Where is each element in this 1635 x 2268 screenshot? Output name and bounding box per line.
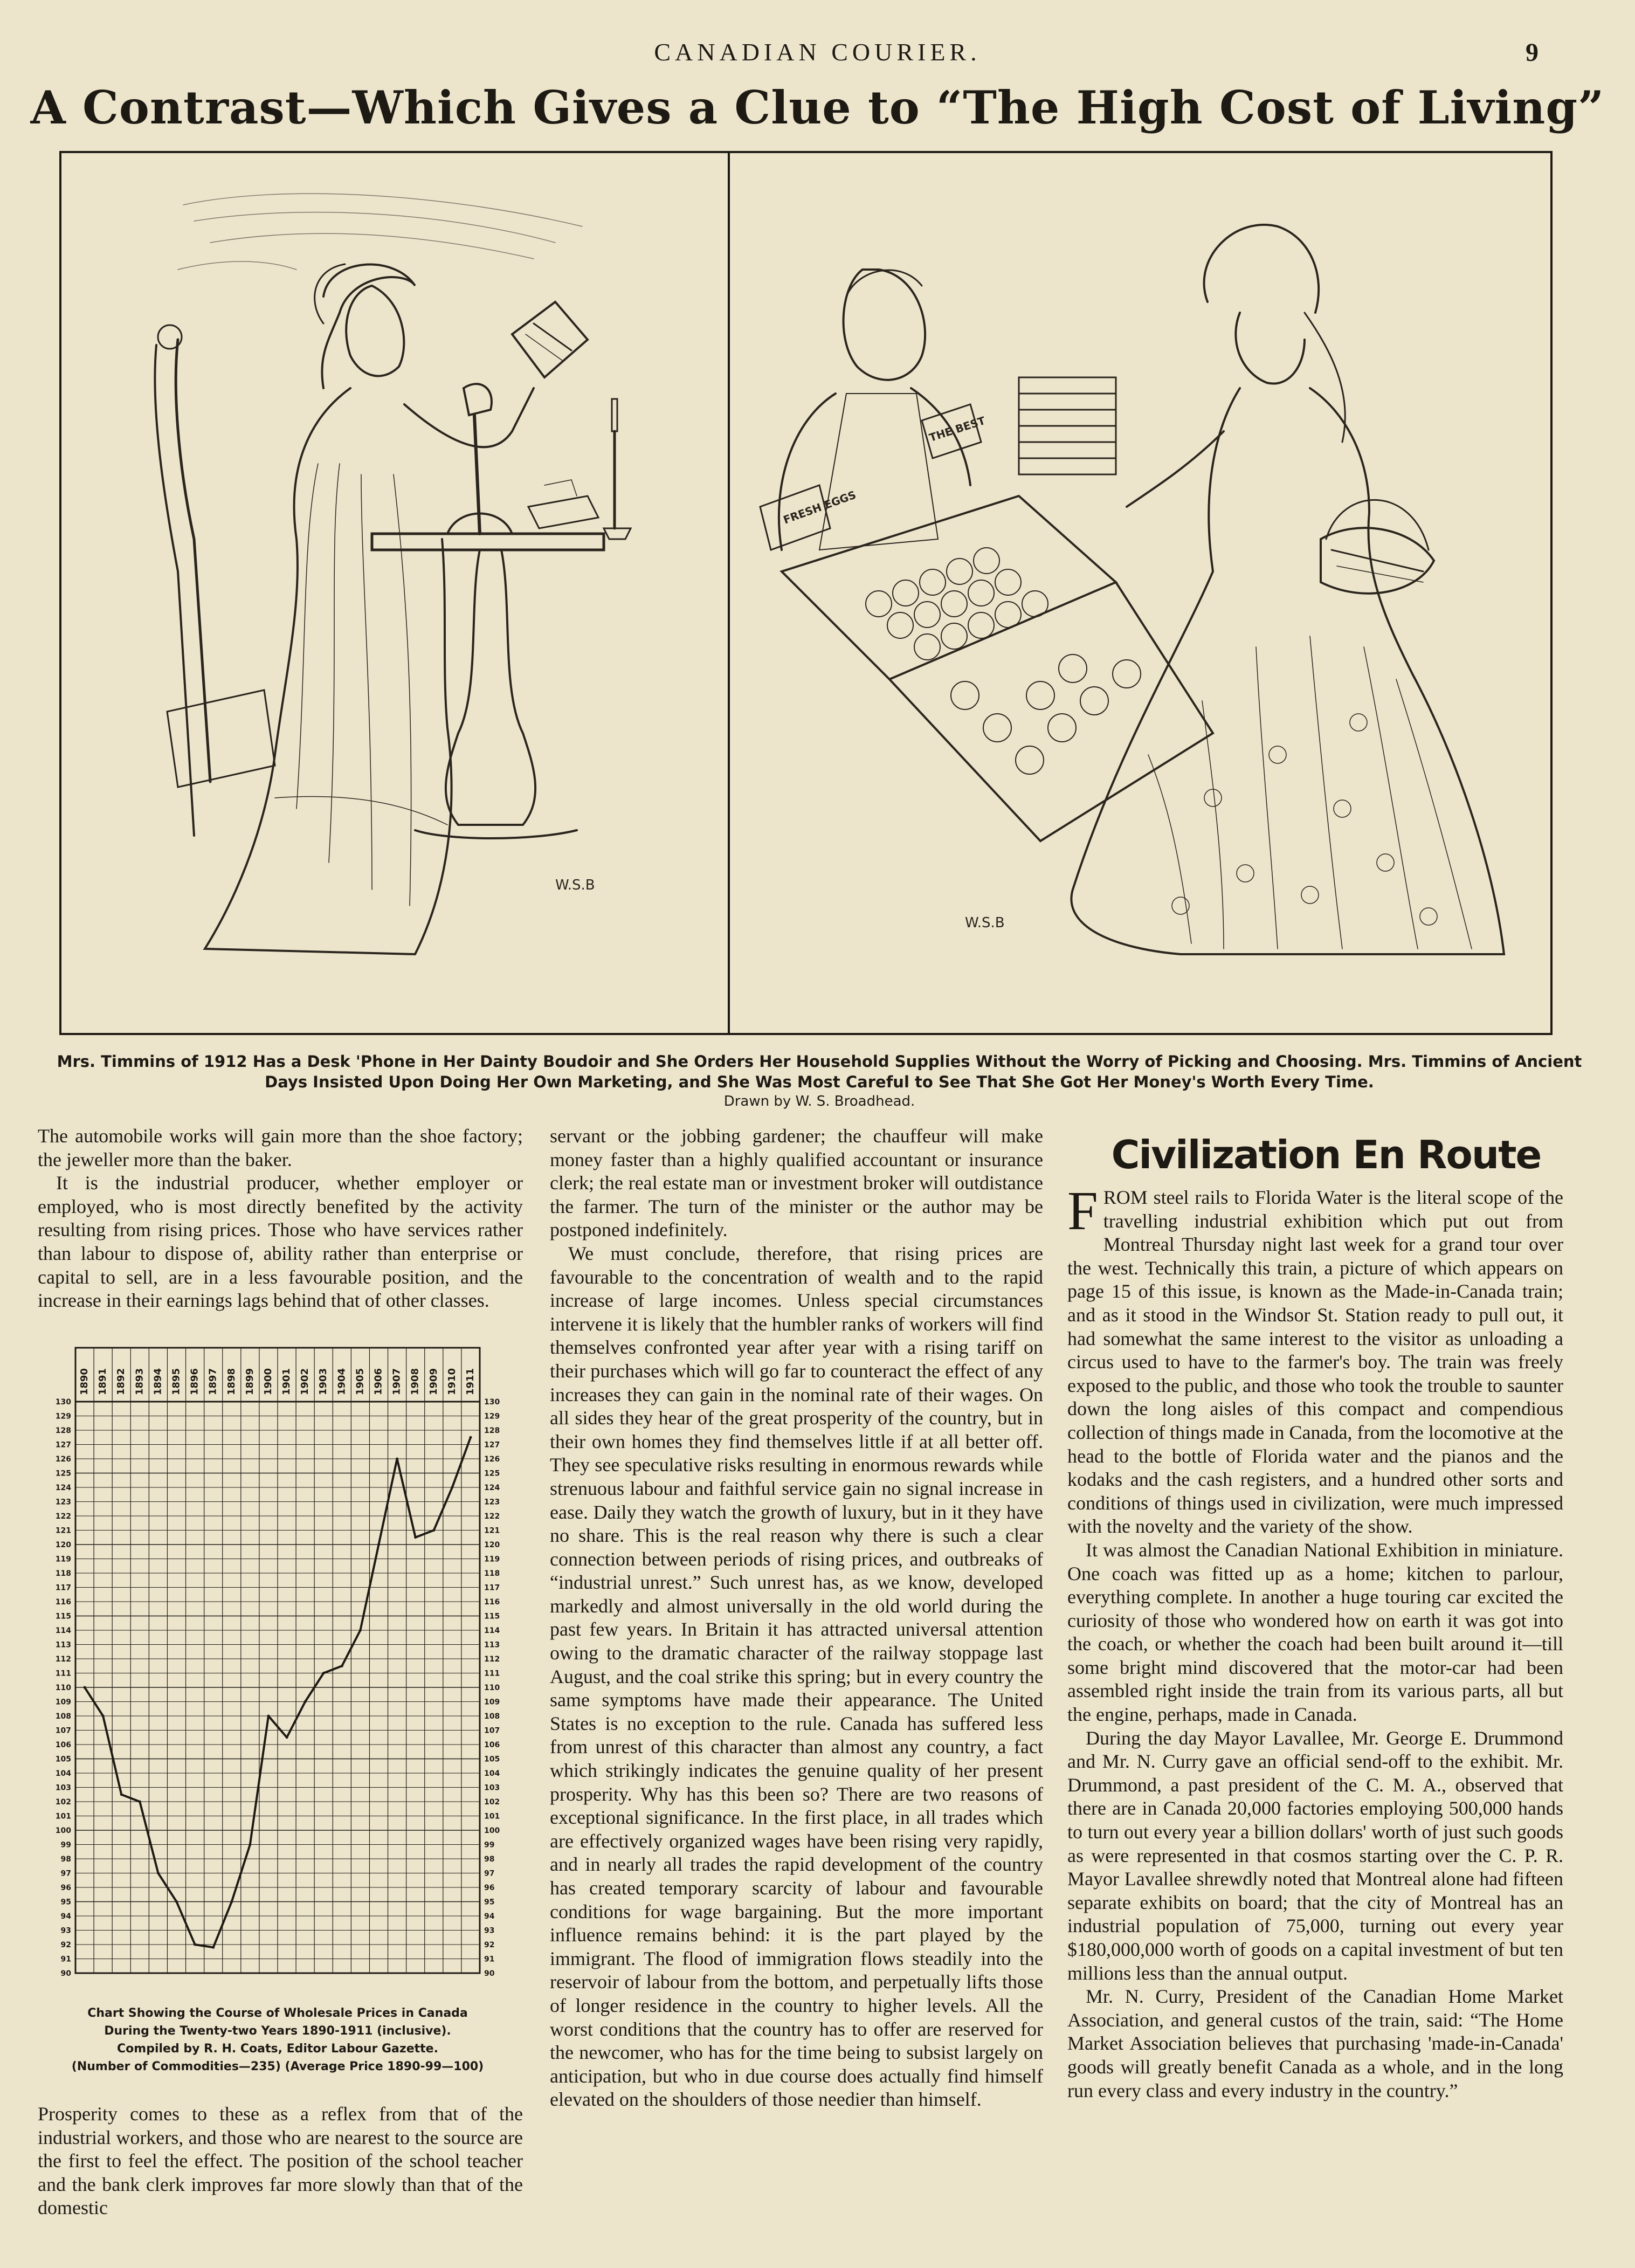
chart-y-tick-label-left: 101 (55, 1812, 71, 1821)
chart-data-point (249, 1843, 251, 1846)
article-title-civilization: Civilization En Route (1111, 1132, 1541, 1177)
chart-y-tick-label-left: 93 (60, 1926, 71, 1935)
dress-pattern (1148, 636, 1472, 949)
chart-y-tick-label-left: 119 (55, 1555, 71, 1564)
chart-y-tick-label-right: 119 (484, 1555, 500, 1564)
chart-data-point (304, 1700, 307, 1703)
paragraph: During the day Mayor Lavallee, Mr. George E. Drummond and Mr. N. Curry gave an official send-off to the exhibit. Mr. Drummond, a past president of the C. M. A., observed that there are in Canada 20,000 factories employing 500,000 hands to turn out every year a billion dollars' worth of just such goods as were represented in that cosmos starting over the C. P. R. Mayor Lavallee shrewdly noted that Montreal alone had fifteen separate exhibits on board; that the city of Montreal has an industrial population of 75,000, turning out every year $180,000,000 worth of goods on a capital investment of but ten millions less than the annual output. (1067, 1727, 1563, 1984)
column-2 (550, 1125, 1043, 2112)
chart-y-tick-label-right: 106 (484, 1741, 500, 1749)
chart-y-tick-label-left: 128 (55, 1426, 71, 1435)
chart-y-tick-label-left: 105 (55, 1755, 71, 1764)
chart-data-point (175, 1900, 178, 1903)
chart-y-tick-label-right: 117 (484, 1583, 500, 1593)
chart-y-tick-label-left: 104 (55, 1769, 71, 1778)
chart-y-tick-label-right: 110 (484, 1684, 500, 1692)
chart-y-tick-label-right: 108 (484, 1712, 500, 1721)
illustration-right-market (739, 162, 1542, 1024)
chart-y-tick-label-left: 122 (55, 1512, 71, 1521)
chart-x-tick-label: 1909 (427, 1368, 439, 1395)
chart-x-tick-label: 1901 (281, 1368, 293, 1395)
chart-y-tick-label-left: 90 (60, 1969, 71, 1978)
chart-y-tick-label-right: 96 (484, 1884, 495, 1892)
chart-caption-line: Chart Showing the Course of Wholesale Prices in Canada (87, 2007, 468, 2020)
chart-y-tick-label-left: 127 (55, 1440, 71, 1450)
chart-y-tick-label-right: 100 (484, 1826, 500, 1835)
chart-y-tick-label-right: 121 (484, 1526, 500, 1535)
chart-y-tick-label-left: 98 (60, 1855, 71, 1864)
chart-data-point (396, 1458, 398, 1460)
market-drawing (739, 162, 1542, 1024)
chart-y-tick-label-right: 94 (484, 1912, 495, 1921)
chart-y-tick-label-left: 95 (60, 1898, 71, 1907)
chart-y-tick-label-left: 130 (55, 1398, 71, 1407)
chart-data-point (414, 1536, 417, 1539)
chart-data-point (139, 1801, 141, 1803)
chart-y-tick-label-right: 113 (484, 1640, 500, 1650)
chart-caption-line: (Number of Commodities—235) (Average Price 1890-99—100) (71, 2060, 484, 2073)
illustration-left-boudoir (70, 162, 717, 1024)
chart-y-tick-label-right: 109 (484, 1698, 500, 1707)
chart-y-tick-label-left: 115 (55, 1612, 71, 1621)
paragraph (1067, 1181, 1563, 1539)
chart-y-tick-label-right: 95 (484, 1898, 495, 1907)
illustration-credit: Drawn by W. S. Broadhead. (723, 1093, 915, 1109)
chart-y-tick-label-right: 99 (484, 1840, 495, 1850)
chart-x-tick-label: 1900 (262, 1368, 274, 1395)
chart-caption-line: Compiled by R. H. Coats, Editor Labour Gazette. (117, 2042, 438, 2056)
sign-fresh-eggs: FRESH EGGS (781, 488, 858, 527)
running-head: CANADIAN COURIER. (654, 38, 981, 66)
chart-y-tick-label-left: 123 (55, 1498, 71, 1507)
chart-y-tick-label-right: 104 (484, 1769, 500, 1778)
chart-caption (32, 2004, 523, 2076)
chart-y-tick-label-left: 118 (55, 1569, 71, 1578)
chart-data-point (230, 1900, 233, 1903)
chart-y-tick-label-left: 108 (55, 1712, 71, 1721)
chart-y-tick-label-right: 128 (484, 1426, 500, 1435)
chart-y-tick-label-left: 102 (55, 1798, 71, 1807)
chart-y-tick-label-right: 91 (484, 1955, 495, 1964)
chart-y-tick-label-left: 99 (60, 1840, 71, 1850)
chart-y-tick-label-left: 129 (55, 1412, 71, 1421)
chart-data-point (267, 1715, 270, 1718)
chart-x-tick-label: 1892 (115, 1368, 127, 1395)
paragraph: It is the industrial producer, whether employer or employed, who is most directly benefited by the activity resulting from rising prices. Those who have services rather than labour to dispose of, ability rather than enterprise or capital to sell, are in a less favourable position, and the increase in their earnings lags behind that of other classes. (38, 1172, 523, 1312)
chart-y-tick-label-right: 120 (484, 1541, 500, 1549)
chart-y-tick-label-left: 103 (55, 1783, 71, 1793)
chart-x-tick-label: 1895 (170, 1368, 182, 1395)
chart-data-point (359, 1629, 362, 1632)
panel-divider (728, 151, 730, 1035)
chart-y-tick-label-right: 130 (484, 1398, 500, 1407)
chart-y-tick-label-left: 113 (55, 1640, 71, 1650)
paragraph: We must conclude, therefore, that rising prices are favourable to the concentration of wealth and to the rapid increase of large incomes. Unless special circumstances intervene it is likely that the humbler ranks of workers will find themselves confronted year after year with a rising tariff on their purchases which will go far to counteract the effect of any increases they can gain in the nominal rate of their wages. On all sides they hear of the great prosperity of the country, but in their own homes they find themselves little if at all better off. They see speculative risks resulting in enormous rewards while strenuous labour and faithful service gain no signal increase in ease. Daily they watch the growth of luxury, but in it they have no share. This is the real reason why there is such a clear connection between periods of rising prices, and outbreaks of “industrial unrest.” Such unrest has, as we know, developed markedly and almost universally in the old world during the past few years. In Britain it has attracted universal attention owing to the dramatic character of the railway stoppage last August, and the coal strike this spring; but in every country the same symptoms have made their appearance. The United States is no exception to the rule. Canada has suffered less from unrest of this character than almost any country, a fact which strikingly indicates the genuine quality of her present prosperity. Why has this been so? There are two reasons of exceptional significance. In the first place, in all trades which are effectively organized wages have been rising very rapidly, and in nearly all trades the rapid development of the country has created temporary scarcity of labour and favourable conditions for wage bargaining. But the more important influence remains behind: it is the part played by the immigrant. The flood of immigration flows steadily into the reservoir of labour from the bottom, and perpetually lifts those of longer residence in the country to higher levels. All the worst conditions that the country has to offer are reserved for the newcomer, who has for the time being to subsist largely on anticipation, but who in due course does actually find himself elevated on the shoulders of those needier than himself. (550, 1242, 1043, 2111)
chart-caption-line: During the Twenty-two Years 1890-1911 (inclusive). (104, 2024, 451, 2038)
chart-x-tick-label: 1906 (372, 1368, 384, 1395)
chart-y-tick-label-right: 114 (484, 1626, 500, 1635)
illustration-caption: Mrs. Timmins of 1912 Has a Desk 'Phone in Her Dainty Boudoir and She Orders Her Household Supplies Without the Worry of Picking and Choosing. Mrs. Timmins of Ancient Days Insisted Upon Doing Her Own Marketing, and She Was Most Careful to See That She Got Her Money's Worth Every Time. (57, 1052, 1582, 1091)
chart-data-point (102, 1715, 105, 1718)
chart-x-tick-label: 1893 (134, 1368, 146, 1395)
chart-y-tick-label-right: 93 (484, 1926, 495, 1935)
column-3 (1067, 1181, 1563, 2102)
chart-data-point (469, 1436, 472, 1439)
chart-data-point (377, 1543, 380, 1546)
chart-y-tick-label-left: 126 (55, 1455, 71, 1464)
chart-y-tick-label-left: 120 (55, 1541, 71, 1549)
chart-y-tick-label-left: 117 (55, 1583, 71, 1593)
chart-y-tick-label-right: 98 (484, 1855, 495, 1864)
chart-y-tick-label-right: 129 (484, 1412, 500, 1421)
chart-svg (38, 1337, 518, 2005)
produce-pile (866, 548, 1141, 774)
chart-y-tick-label-left: 110 (55, 1684, 71, 1692)
boudoir-drawing (70, 162, 717, 1024)
chart-y-tick-label-right: 115 (484, 1612, 500, 1621)
chart-y-tick-label-left: 96 (60, 1884, 71, 1892)
chart-y-tick-label-left: 94 (60, 1912, 71, 1921)
left-signature: W.S.B (555, 877, 595, 893)
paragraph: servant or the jobbing gardener; the chauffeur will make money faster than a highly qualified accountant or insurance clerk; the real estate man or investment broker will outdistance the farmer. The turn of the minister or the author may be postponed indefinitely. (550, 1125, 1043, 1241)
chart-y-tick-label-right: 107 (484, 1726, 500, 1735)
paragraph: Prosperity comes to these as a reflex from that of the industrial workers, and those who are nearest to the source are the first to feel the effect. The position of the school teacher and the bank clerk improves far more slowly than that of the domestic (38, 2103, 523, 2219)
page-number: 9 (1526, 38, 1539, 67)
chart-y-tick-label-left: 114 (55, 1626, 71, 1635)
chart-data-point (157, 1872, 160, 1874)
chart-y-tick-label-left: 124 (55, 1484, 71, 1492)
chart-y-tick-label-right: 124 (484, 1484, 500, 1492)
chart-grid (75, 1348, 480, 1973)
chart-y-tick-label-right: 127 (484, 1440, 500, 1450)
headline: A Contrast—Which Gives a Clue to “The High Cost of Living” (30, 81, 1605, 134)
chart-y-tick-label-left: 106 (55, 1741, 71, 1749)
chart-y-tick-label-left: 112 (55, 1655, 71, 1664)
chart-x-tick-label: 1894 (152, 1368, 164, 1395)
chart-data-point (341, 1665, 343, 1667)
chart-y-tick-label-right: 125 (484, 1469, 500, 1478)
chart-y-tick-label-left: 111 (55, 1669, 71, 1678)
chart-y-tick-label-left: 100 (55, 1826, 71, 1835)
chart-x-tick-label: 1905 (354, 1368, 366, 1395)
chart-y-tick-label-left: 97 (60, 1869, 71, 1878)
chart-x-tick-label: 1911 (464, 1368, 476, 1395)
chart-x-tick-label: 1899 (244, 1368, 256, 1395)
sign-the-best: THE BEST (927, 413, 987, 445)
chart-y-tick-label-right: 126 (484, 1455, 500, 1464)
chart-x-tick-label: 1896 (189, 1368, 201, 1395)
chart-x-tick-label: 1890 (79, 1368, 91, 1395)
background-hatching (178, 194, 582, 270)
chart-y-tick-label-right: 112 (484, 1655, 500, 1664)
chart-y-tick-label-left: 107 (55, 1726, 71, 1735)
chart-data-point (451, 1486, 453, 1489)
chart-x-tick-label: 1898 (225, 1368, 237, 1395)
paragraph: The automobile works will gain more than the shoe factory; the jeweller more than the baker. (38, 1125, 523, 1170)
chart-y-tick-label-right: 123 (484, 1498, 500, 1507)
chart-x-tick-label: 1897 (207, 1368, 219, 1395)
chart-y-tick-label-right: 118 (484, 1569, 500, 1578)
chart-y-tick-label-right: 122 (484, 1512, 500, 1521)
drop-cap: F (1067, 1181, 1098, 1242)
chart-y-tick-label-right: 111 (484, 1669, 500, 1678)
chart-y-tick-label-left: 121 (55, 1526, 71, 1535)
chart-y-tick-label-right: 105 (484, 1755, 500, 1764)
chart-y-tick-label-left: 109 (55, 1698, 71, 1707)
wholesale-price-chart (38, 1337, 518, 2005)
chart-x-tick-label: 1903 (318, 1368, 329, 1395)
chart-x-tick-label: 1891 (97, 1368, 109, 1395)
chart-y-tick-label-right: 97 (484, 1869, 495, 1878)
chart-y-tick-label-left: 116 (55, 1598, 71, 1607)
chart-y-tick-label-right: 101 (484, 1812, 500, 1821)
chart-data-point (84, 1686, 86, 1689)
paragraph-text: ROM steel rails to Florida Water is the literal scope of the travelling industrial exhibition which put out from Montreal Thursday night last week for a grand tour over the west. Technically this train, a picture of which appears on page 15 of this issue, is known as the Made-in-Canada train; and as it stood in the Windsor St. Station ready to pull out, it had somewhat the same interest to the visitor as unloading a circus used to have to the farmer's boy. The train was freely exposed to the public, and those who took the trouble to saunter down the long aisles of this compact and compendious collection of things made in Canada, from the locomotive at the head to the bottle of Florida water and the pianos and the kodaks and the cash registers, and a hundred other sorts and conditions of things used in civilization, were much impressed with the novelty and the variety of the show. (1067, 1187, 1563, 1538)
chart-data-point (286, 1736, 288, 1739)
chart-data-point (432, 1529, 435, 1532)
chart-data-point (120, 1793, 123, 1796)
chart-x-tick-label: 1908 (409, 1368, 421, 1395)
chart-y-tick-label-right: 103 (484, 1783, 500, 1793)
chart-y-tick-label-left: 125 (55, 1469, 71, 1478)
chart-y-tick-label-left: 92 (60, 1941, 71, 1949)
paragraph: It was almost the Canadian National Exhibition in miniature. One coach was fitted up as a home; kitchen to parlour, everything complete. In another a huge touring car excited the curiosity of those who wondered how on earth it was got into the coach, or whether the coach had been built around it—till some bright mind discovered that the motor-car had been assembled right inside the train from its various parts, all but the engine, perhaps, made in Canada. (1067, 1539, 1563, 1726)
chart-y-tick-label-right: 102 (484, 1798, 500, 1807)
chart-y-tick-label-right: 116 (484, 1598, 500, 1607)
chart-y-tick-label-left: 91 (60, 1955, 71, 1964)
chart-data-point (194, 1943, 196, 1946)
column-1-top (38, 1125, 523, 1313)
chart-x-tick-label: 1907 (391, 1368, 403, 1395)
chart-data-point (322, 1672, 325, 1674)
chart-x-tick-label: 1910 (446, 1368, 458, 1395)
right-signature: W.S.B (965, 915, 1005, 931)
paragraph: Mr. N. Curry, President of the Canadian Home Market Association, and general custos of the train, said: “The Home Market Association believes that purchasing 'made-in-Canada' goods will greatly benefit Canada as a whole, and in the long run every class and every industry in the country.” (1067, 1986, 1563, 2101)
column-1-bottom (38, 2102, 523, 2220)
chart-x-tick-label: 1904 (336, 1368, 348, 1395)
chart-y-tick-label-right: 90 (484, 1969, 495, 1978)
chart-data-point (212, 1946, 215, 1949)
chart-x-tick-label: 1902 (299, 1368, 311, 1395)
chart-y-tick-label-right: 92 (484, 1941, 495, 1949)
